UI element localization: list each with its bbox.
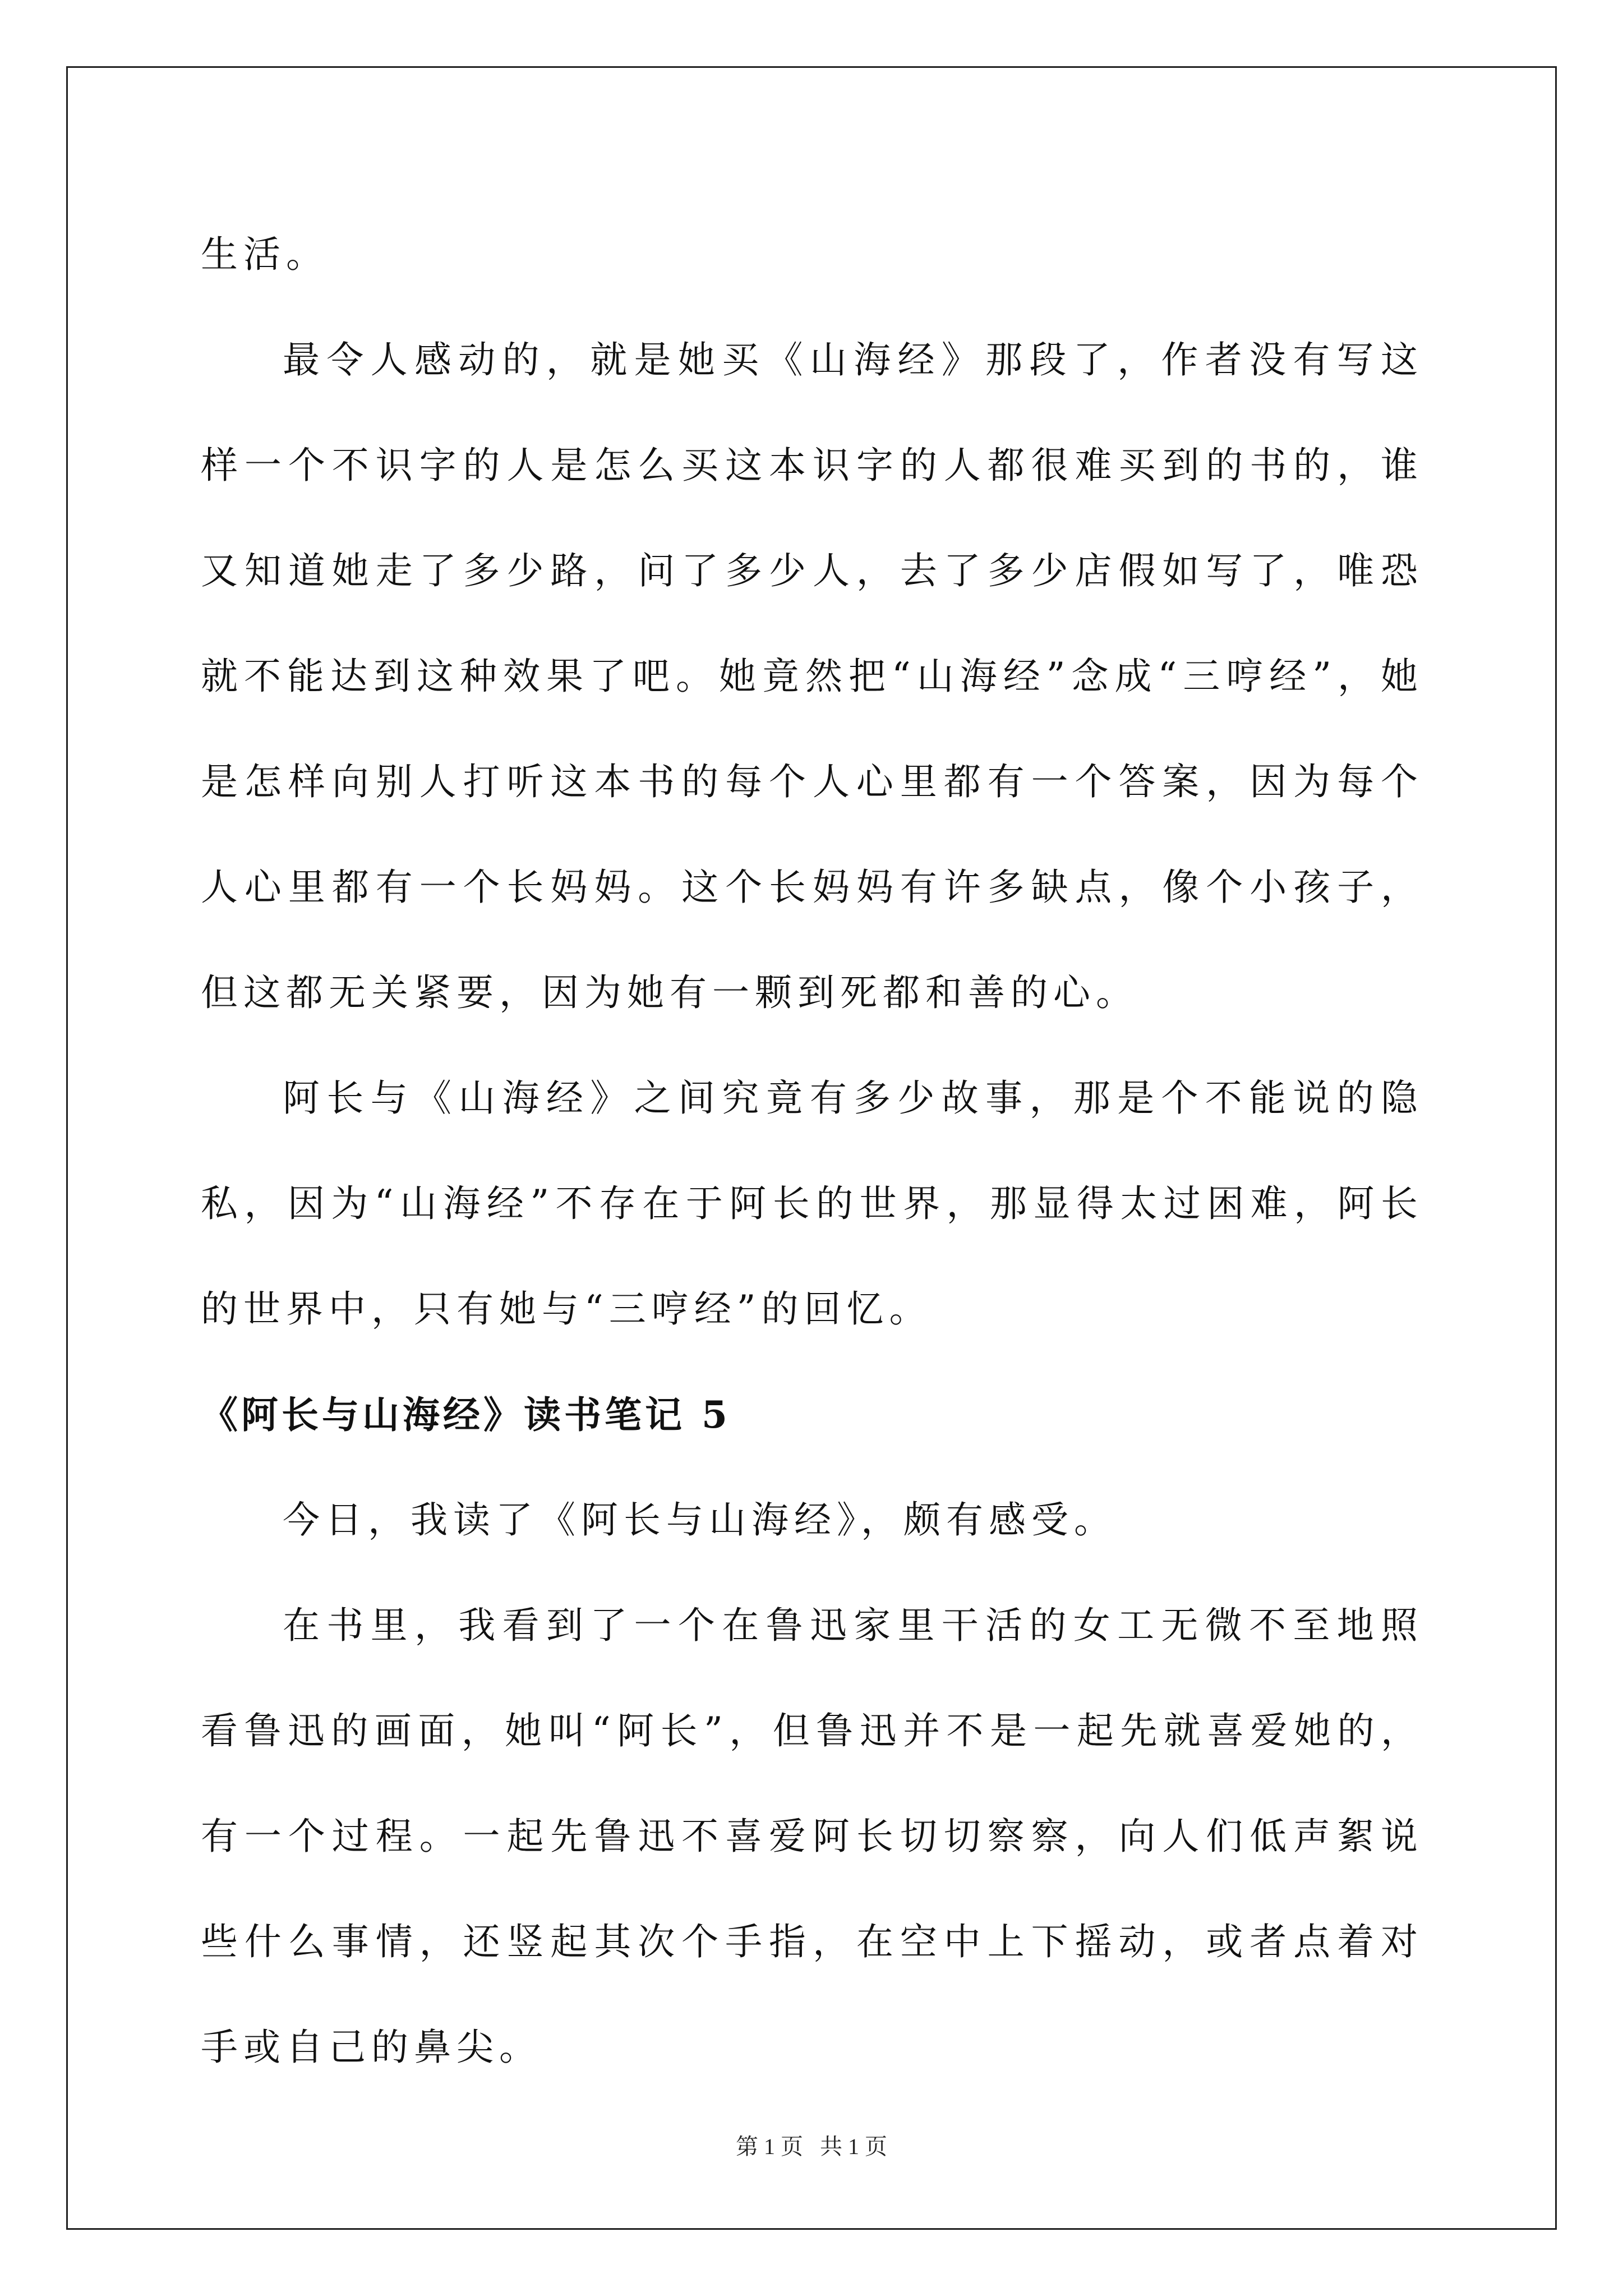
paragraph: 今日，我读了《阿长与山海经》，颇有感受。 [283, 1498, 1117, 1542]
page-footer: 第 1 页 共 1 页 [736, 2134, 887, 2159]
paragraph: 最令人感动的，就是她买《山海经》那段了，作者没有写这样一个不识字的人是怎么买这本识字的人都很难买到的书的，谁又知道她走了多少路，问了多少人，去了多少店假如写了，唯恐就不能达到这种效果了吧。她竟然把“山海经”念成“三哼经”，她是怎样向别人打听这本书的每个人心里都有一个答案，因为每个人心里都有一个长妈妈。这个长妈妈有许多缺点，像个小孩子，但这都无关紧要，因为她有一颗到死都和善的心。 [201, 338, 1423, 1014]
paragraph: 在书里，我看到了一个在鲁迅家里干活的女工无微不至地照看鲁迅的画面，她叫“阿长”，但鲁迅并不是一起先就喜爱她的，有一个过程。一起先鲁迅不喜爱阿长切切察察，向人们低声絮说些什么事情，还竖起其次个手指，在空中上下摇动，或者点着对手或自己的鼻尖。 [201, 1604, 1423, 2069]
paragraph: 阿长与《山海经》之间究竟有多少故事，那是个不能说的隐私，因为“山海经”不存在于阿长的世界，那显得太过困难，阿长的世界中，只有她与“三哼经”的回忆。 [201, 1076, 1423, 1331]
paragraph-continuation: 生活。 [201, 233, 329, 276]
section-title: 《阿长与山海经》读书笔记 5 [201, 1393, 731, 1437]
document-body [201, 202, 1423, 2100]
